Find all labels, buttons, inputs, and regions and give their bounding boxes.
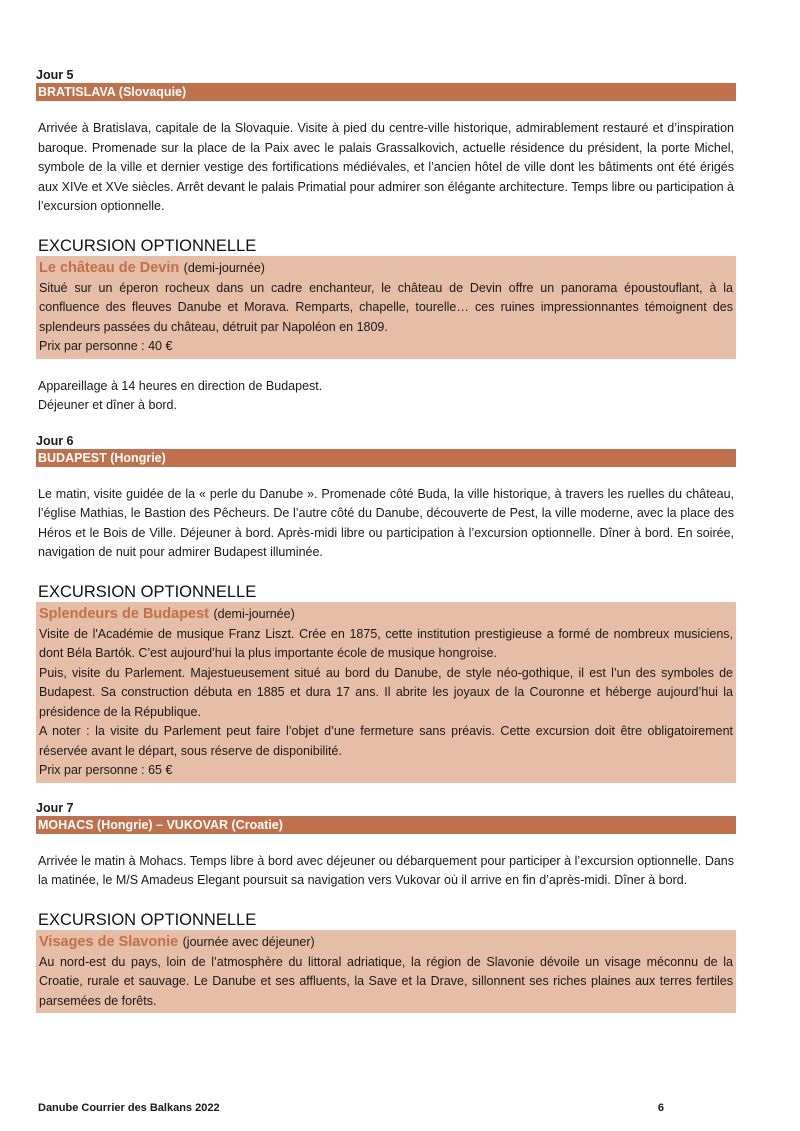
day-5-section bbox=[36, 68, 736, 434]
excursion-heading: EXCURSION OPTIONNELLE bbox=[38, 910, 257, 929]
after-excursion-line: Déjeuner et dîner à bord. bbox=[38, 398, 177, 412]
day-label: Jour 5 bbox=[36, 68, 74, 82]
excursion-name: Splendeurs de Budapest bbox=[39, 605, 210, 622]
day-label: Jour 6 bbox=[36, 433, 74, 448]
excursion-name: Le château de Devin bbox=[39, 259, 180, 276]
excursion-heading: EXCURSION OPTIONNELLE bbox=[38, 582, 257, 601]
day-6-section bbox=[36, 434, 736, 783]
excursion-box bbox=[36, 602, 736, 783]
excursion-description: Situé sur un éperon rocheux dans un cadre enchanteur, le château de Devin offre un panorama époustouflant, à la confluence des fleuves Danube et Morava. Remparts, chapelle, tourelle… ces ruines impressionnantes témoignent des splendeurs passées du château, détruit par Napoléon en 1809. bbox=[39, 280, 733, 334]
document-page bbox=[36, 68, 736, 1031]
excursion-description: Visite de l'Académie de musique Franz Liszt. Crée en 1875, cette institution prestigieuse a formé de nombreux musiciens, dont Béla Bartók. C’est aujourd’hui la plus importante école de musique hongroise. bbox=[39, 626, 733, 660]
after-excursion-line: Appareillage à 14 heures en direction de Budapest. bbox=[38, 378, 323, 393]
day-title-bar: BRATISLAVA (Slovaquie) bbox=[36, 83, 736, 101]
page-number: 6 bbox=[657, 1102, 664, 1114]
excursion-duration: (demi-journée) bbox=[213, 606, 295, 621]
excursion-box bbox=[36, 930, 736, 1014]
excursion-heading: EXCURSION OPTIONNELLE bbox=[38, 236, 257, 255]
excursion-description: Au nord-est du pays, loin de l’atmosphère du littoral adriatique, la région de Slavonie dévoile un visage méconnu de la Croatie, rurale et sauvage. Le Danube et ses affluents, la Save et la Drave, sillonnent ses riches plaines aux terres fertiles parsemées de forêts. bbox=[39, 954, 733, 1008]
day-label: Jour 7 bbox=[36, 800, 74, 815]
day-title-bar: MOHACS (Hongrie) – VUKOVAR (Croatie) bbox=[36, 816, 736, 834]
excursion-name: Visages de Slavonie bbox=[39, 933, 179, 950]
excursion-price: Prix par personne : 65 € bbox=[39, 763, 173, 777]
day-title-bar: BUDAPEST (Hongrie) bbox=[36, 449, 736, 467]
excursion-box bbox=[36, 256, 736, 359]
excursion-header bbox=[39, 257, 733, 279]
day-description: Arrivée le matin à Mohacs. Temps libre à bord avec déjeuner ou débarquement pour participer à l’excursion optionnelle. Dans la matinée, le M/S Amadeus Elegant poursuit sa navigation vers Vukovar où il arrive en fin d’après-midi. Dîner à bord. bbox=[38, 853, 734, 887]
excursion-description: Puis, visite du Parlement. Majestueusement situé au bord du Danube, de style néo-gothique, il est l’un des symboles de Budapest. Sa construction débuta en 1885 et dura 17 ans. Il abrite les joyaux de la Couronne et héberge aujourd’hui la présidence de la République. bbox=[39, 665, 733, 719]
excursion-header bbox=[39, 603, 733, 625]
day-description: Le matin, visite guidée de la « perle du Danube ». Promenade côté Buda, la ville historique, à travers les ruelles du château, l’église Mathias, le Bastion des Pêcheurs. De l’autre côté du Danube, découverte de Pest, la ville moderne, avec la place des Héros et le Bois de Ville. Déjeuner à bord. Après-midi libre ou participation à l’excursion optionnelle. Dîner à bord. En soirée, navigation de nuit pour admirer Budapest illuminée. bbox=[38, 486, 734, 559]
footer-title: Danube Courrier des Balkans 2022 bbox=[38, 1102, 220, 1114]
excursion-header bbox=[39, 931, 733, 953]
day-description: Arrivée à Bratislava, capitale de la Slovaquie. Visite à pied du centre-ville historique, admirablement restauré et d’inspiration baroque. Promenade sur la place de la Paix avec le palais Grassalkovich, actuelle résidence du président, la porte Michel, symbole de la ville et dernier vestige des fortifications médiévales, et l’ancien hôtel de ville dont les bâtiments ont été érigés aux XIVe et XVe siècles. Arrêt devant le palais Primatial pour admirer son élégante architecture. Temps libre ou participation à l’excursion optionnelle. bbox=[38, 121, 734, 213]
excursion-duration: (journée avec déjeuner) bbox=[182, 934, 315, 949]
page-footer bbox=[38, 1102, 664, 1114]
excursion-price: Prix par personne : 40 € bbox=[39, 339, 173, 353]
excursion-duration: (demi-journée) bbox=[183, 260, 265, 275]
excursion-note: A noter : la visite du Parlement peut faire l’objet d’une fermeture sans préavis. Cette excursion doit être obligatoirement réservée avant le départ, sous réserve de disponibilité. bbox=[39, 724, 733, 758]
day-7-section bbox=[36, 801, 736, 1014]
